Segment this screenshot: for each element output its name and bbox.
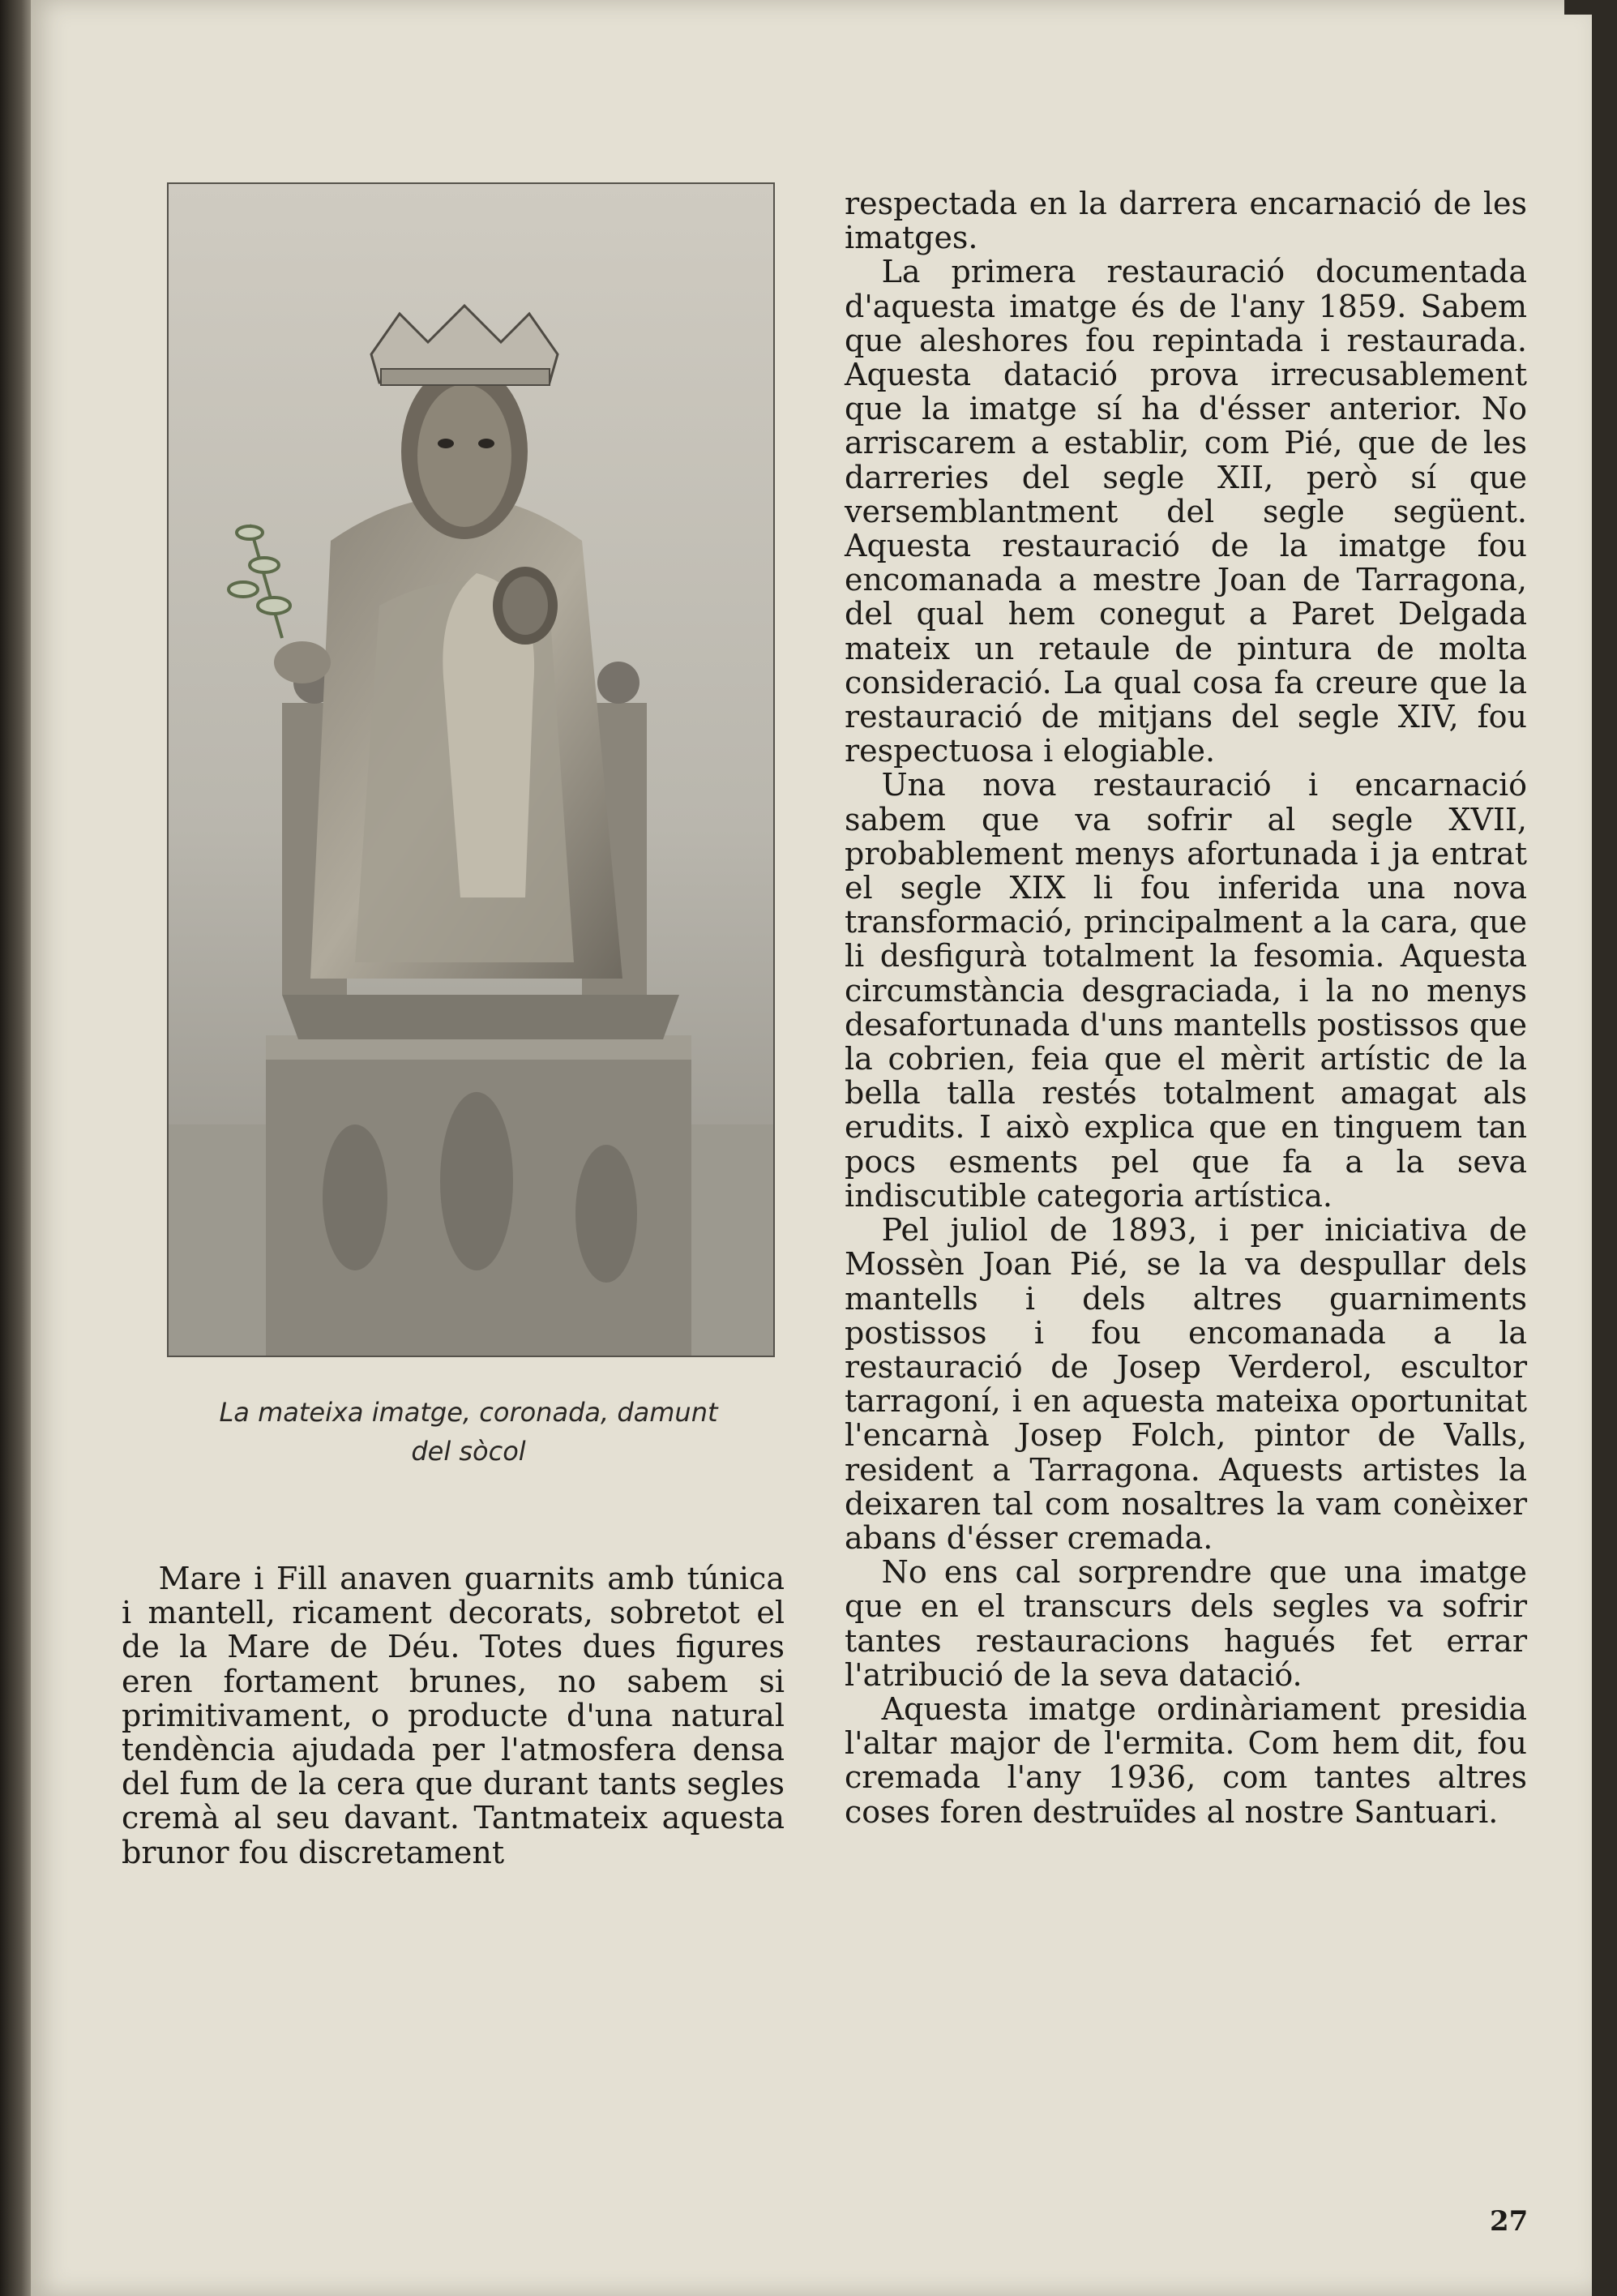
caption-line-1: La mateixa imatge, coronada, damunt <box>219 1397 718 1428</box>
virgin-and-child-statue-image <box>169 184 773 1356</box>
paragraph: No ens cal sorprendre que una imatge que en el transcurs dels segles va sofrir tantes restauracions hagués fet errar l'atribució de la seva datació. <box>845 1554 1527 1693</box>
page <box>31 0 1592 2296</box>
statue-photo <box>167 182 775 1357</box>
right-text-column <box>845 186 1527 1829</box>
paragraph: Pel juliol de 1893, i per iniciativa de Mossèn Joan Pié, se la va despullar dels mantells i dels altres guarniments postissos i fou encomanada a la restauració de Josep Verderol, escultor tarragoní, i en aquesta mateixa oportunitat l'encarnà Josep Folch, pintor de Valls, resident a Tarragona. Aquests artistes la deixaren tal com nosaltres la vam conèixer abans d'ésser cremada. <box>845 1212 1527 1556</box>
figure-caption <box>144 1393 793 1471</box>
binding-edge <box>0 0 31 2296</box>
left-paragraph: Mare i Fill anaven guarnits amb túnica i mantell, ricament decorats, sobretot el de la Mare de Déu. Totes dues figures eren fortament brunes, no sabem si primitivament, o producte d'una natural tendència ajudada per l'atmosfera densa del fum de la cera que durant tants segles cremà al seu davant. Tantmateix aquesta brunor fou discretament <box>122 1561 785 1870</box>
paragraph: La primera restauració documentada d'aquesta imatge és de l'any 1859. Sabem que aleshores fou repintada i restaurada. Aquesta datació prova irrecusablement que la imatge sí ha d'ésser anterior. No arriscarem a establir, com Pié, que de les darreries del segle XII, però sí que versemblantment del segle següent. Aquesta restauració de la imatge fou encomanada a mestre Joan de Tarragona, del qual hem conegut a Paret Delgada mateix un retaule de pintura de molta consideració. La qual cosa fa creure que la restauració de mitjans del segle XIV, fou respectuosa i elogiable. <box>845 254 1527 769</box>
paragraph: Aquesta imatge ordinàriament presidia l'altar major de l'ermita. Com hem dit, fou cremada l'any 1936, com tantes altres coses foren destruïdes al nostre Santuari. <box>845 1690 1527 1830</box>
left-text-column <box>122 1561 785 1870</box>
corner-mark <box>1564 0 1592 15</box>
paragraph: Una nova restauració i encarnació sabem que va sofrir al segle XVII, probablement menys afortunada i ja entrat el segle XIX li fou inferida una nova transformació, principalment a la cara, que li desfigurà totalment la fesomia. Aquesta circumstància desgraciada, i la no menys desafortunada d'uns mantells postissos que la cobrien, feia que el mèrit artístic de la bella talla restés totalment amagat als erudits. I això explica que en tinguem tan pocs esments pel que fa a la seva indiscutible categoria artística. <box>845 767 1527 1214</box>
page-number: 27 <box>1490 2205 1529 2238</box>
paragraph-continuation: respectada en la darrera encarnació de les imatges. <box>845 186 1527 256</box>
caption-line-2: del sòcol <box>411 1436 526 1467</box>
